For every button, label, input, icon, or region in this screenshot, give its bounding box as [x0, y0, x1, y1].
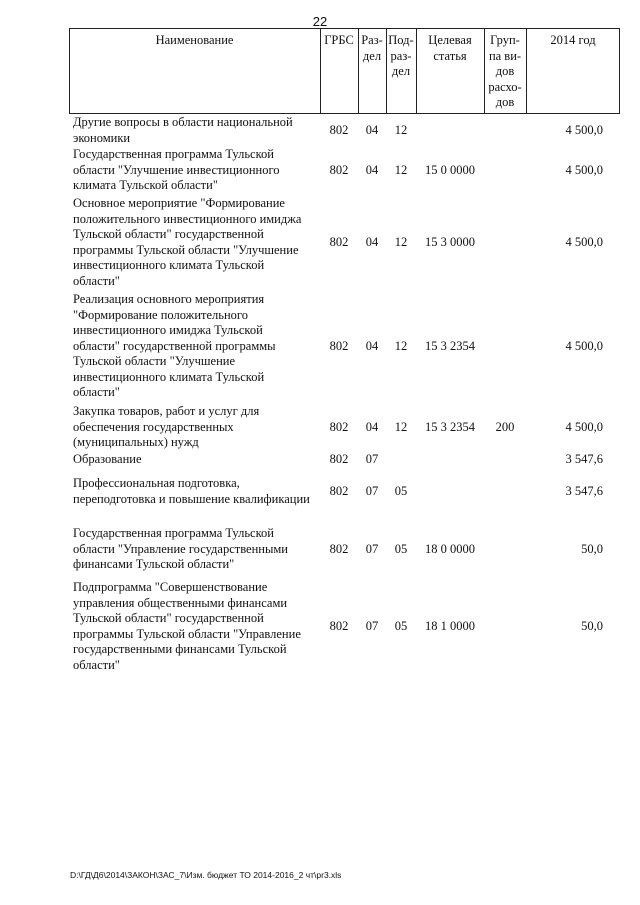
row-name: Профессиональная подготовка, переподготовка и повышение квалификации — [73, 476, 310, 506]
page-number: 22 — [312, 14, 328, 29]
cell-sum: 4 500,0 — [565, 162, 603, 177]
cell-celevaya: 18 0 0000 — [425, 541, 475, 556]
table-row — [0, 452, 640, 468]
header-celevaya: Целевая статья — [428, 33, 472, 63]
cell-celevaya: 18 1 0000 — [425, 618, 475, 633]
table-row — [0, 526, 640, 573]
cell-razdel: 07 — [365, 618, 379, 633]
cell-sum: 4 500,0 — [565, 419, 603, 434]
cell-podrazdel: 05 — [394, 541, 408, 556]
table-row — [0, 476, 640, 507]
cell-podrazdel: 12 — [394, 419, 408, 434]
cell-sum: 3 547,6 — [565, 483, 603, 498]
row-name: Образование — [73, 452, 142, 466]
cell-grbs: 802 — [329, 162, 349, 177]
row-name: Другие вопросы в области национальной экономики — [73, 115, 293, 145]
header-razdel: Раз- дел — [361, 33, 383, 63]
cell-sum: 4 500,0 — [565, 122, 603, 137]
table-row — [0, 196, 640, 289]
header-grbs: ГРБС — [324, 33, 354, 47]
cell-sum: 4 500,0 — [565, 338, 603, 353]
file-path-footer: D:\ГД\Д6\2014\ЗАКОН\ЗАС_7\Изм. бюджет ТО 2014-2016_2 чт\pr3.xls — [70, 870, 342, 880]
cell-sum: 3 547,6 — [565, 452, 603, 466]
table-row — [0, 115, 640, 146]
table-row — [0, 147, 640, 194]
row-name: Закупка товаров, работ и услуг для обеспечения государственных (муниципальных) нужд — [73, 404, 260, 449]
cell-grbs: 802 — [329, 618, 349, 633]
cell-podrazdel: 12 — [394, 122, 408, 137]
cell-razdel: 04 — [365, 122, 379, 137]
table-row — [0, 580, 640, 673]
cell-grbs: 802 — [329, 122, 349, 137]
table-row — [0, 404, 640, 451]
cell-celevaya: 15 3 2354 — [425, 338, 475, 353]
cell-grbs: 802 — [329, 452, 349, 466]
header-gruppa: Груп- па ви- дов расхо- дов — [488, 33, 522, 109]
row-name: Подпрограмма "Совершенствование управления общественными финансами Тульской области" государственной программы Тульской области "Управление государственными финансами Тульской области" — [73, 580, 301, 672]
row-name: Государственная программа Тульской области "Улучшение инвестиционного климата Тульской области" — [73, 147, 280, 192]
header-name: Наименование — [155, 33, 234, 47]
cell-gruppa: 200 — [495, 419, 515, 434]
cell-razdel: 04 — [365, 162, 379, 177]
cell-podrazdel: 05 — [394, 618, 408, 633]
cell-sum: 50,0 — [581, 618, 603, 633]
cell-celevaya: 15 3 0000 — [425, 234, 475, 249]
cell-celevaya: 15 0 0000 — [425, 162, 475, 177]
cell-podrazdel: 12 — [394, 234, 408, 249]
cell-grbs: 802 — [329, 234, 349, 249]
cell-grbs: 802 — [329, 483, 349, 498]
cell-grbs: 802 — [329, 541, 349, 556]
cell-razdel: 07 — [365, 483, 379, 498]
cell-podrazdel: 05 — [394, 483, 408, 498]
cell-razdel: 04 — [365, 338, 379, 353]
cell-podrazdel: 12 — [394, 162, 408, 177]
cell-sum: 4 500,0 — [565, 234, 603, 249]
header-podrazdel: Под- раз- дел — [388, 33, 414, 78]
header-year: 2014 год — [550, 33, 596, 47]
row-name: Основное мероприятие "Формирование положительного инвестиционного имиджа Тульской области" государственной программы Тульской области "Улучшение инвестиционного климата Тульской области" — [73, 196, 302, 288]
row-name: Реализация основного мероприятия "Формирование положительного инвестиционного имиджа Тульской области" государственной программы Тульской области "Улучшение инвестиционного климата Тульской области" — [73, 292, 276, 399]
cell-celevaya: 15 3 2354 — [425, 419, 475, 434]
cell-razdel: 07 — [365, 452, 379, 466]
cell-grbs: 802 — [329, 338, 349, 353]
row-name: Государственная программа Тульской области "Управление государственными финансами Тульской области" — [73, 526, 288, 571]
cell-grbs: 802 — [329, 419, 349, 434]
cell-razdel: 04 — [365, 234, 379, 249]
table-row — [0, 292, 640, 401]
cell-sum: 50,0 — [581, 541, 603, 556]
cell-razdel: 07 — [365, 541, 379, 556]
cell-podrazdel: 12 — [394, 338, 408, 353]
cell-razdel: 04 — [365, 419, 379, 434]
